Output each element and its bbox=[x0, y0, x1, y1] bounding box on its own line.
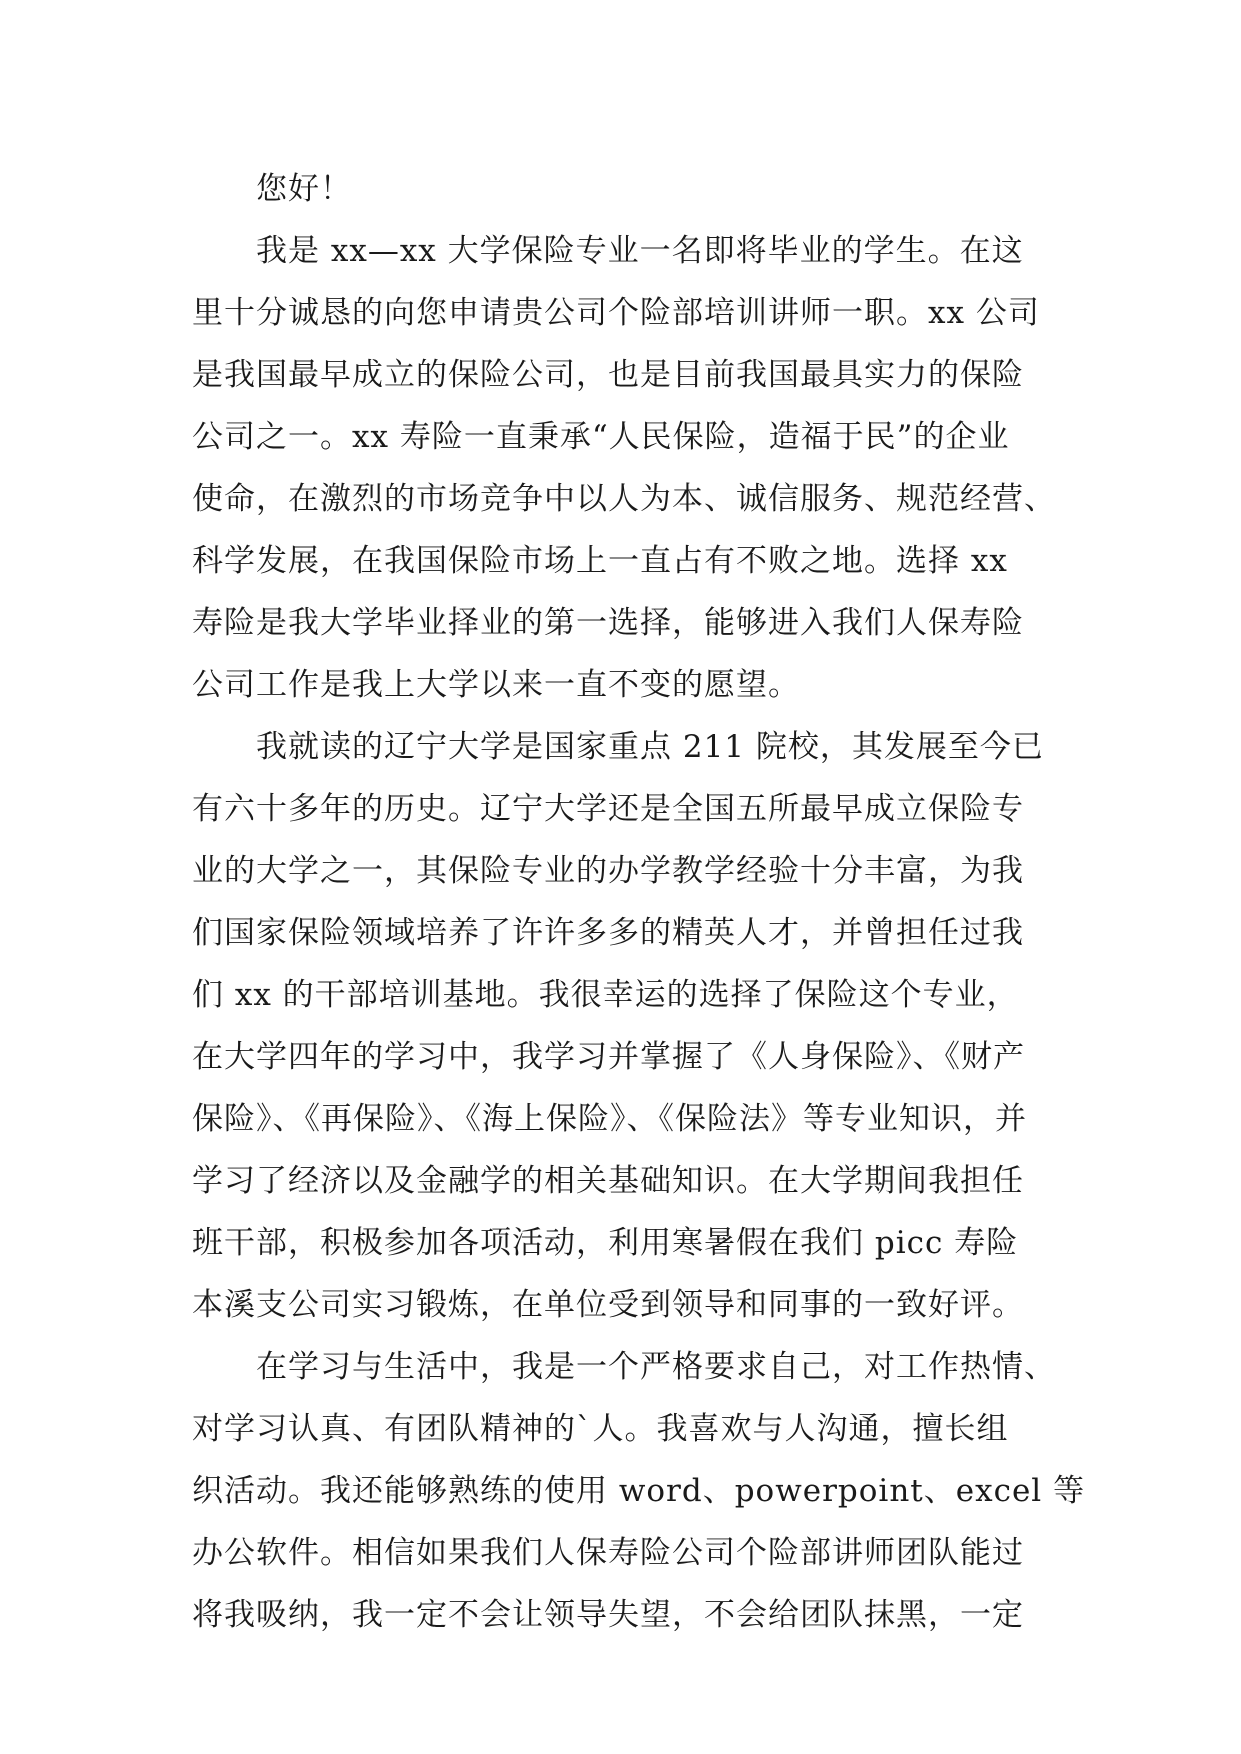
text-line: 我是 xx—xx 大学保险专业一名即将毕业的学生。在这 bbox=[256, 233, 1024, 269]
text-line: 在学习与生活中，我是一个严格要求自己，对工作热情、 bbox=[256, 1349, 1056, 1385]
text-line: 科学发展，在我国保险市场上一直占有不败之地。选择 xx bbox=[192, 543, 1008, 579]
text-line: 使命，在激烈的市场竞争中以人为本、诚信服务、规范经营、 bbox=[192, 481, 1056, 517]
text-line: 是我国最早成立的保险公司，也是目前我国最具实力的保险 bbox=[192, 357, 1024, 393]
text-line: 将我吸纳，我一定不会让领导失望，不会给团队抹黑，一定 bbox=[192, 1597, 1024, 1633]
letter-body bbox=[192, 158, 1086, 1646]
text-line: 寿险是我大学毕业择业的第一选择，能够进入我们人保寿险 bbox=[192, 605, 1024, 641]
text-line: 公司工作是我上大学以来一直不变的愿望。 bbox=[192, 667, 800, 703]
text-line: 在大学四年的学习中，我学习并掌握了《人身保险》、《财产 bbox=[192, 1039, 1025, 1075]
text-line: 学习了经济以及金融学的相关基础知识。在大学期间我担任 bbox=[192, 1163, 1024, 1199]
text-line: 班干部，积极参加各项活动，利用寒暑假在我们 picc 寿险 bbox=[192, 1225, 1019, 1261]
text-line: 公司之一。xx 寿险一直秉承“人民保险，造福于民”的企业 bbox=[192, 419, 1010, 455]
text-line: 本溪支公司实习锻炼，在单位受到领导和同事的一致好评。 bbox=[192, 1287, 1024, 1323]
greeting-line: 您好！ bbox=[256, 171, 352, 207]
text-line: 们 xx 的干部培训基地。我很幸运的选择了保险这个专业， bbox=[192, 977, 1019, 1013]
text-line: 保险》、《再保险》、《海上保险》、《保险法》等专业知识，并 bbox=[192, 1101, 1027, 1137]
text-line: 对学习认真、有团队精神的`人。我喜欢与人沟通，擅长组 bbox=[192, 1411, 1009, 1447]
text-line: 织活动。我还能够熟练的使用 word、powerpoint、excel 等 bbox=[192, 1473, 1086, 1509]
text-line: 里十分诚恳的向您申请贵公司个险部培训讲师一职。xx 公司 bbox=[192, 295, 1040, 331]
text-line: 有六十多年的历史。辽宁大学还是全国五所最早成立保险专 bbox=[192, 791, 1024, 827]
text-line: 办公软件。相信如果我们人保寿险公司个险部讲师团队能过 bbox=[192, 1535, 1024, 1571]
text-line: 们国家保险领域培养了许许多多的精英人才，并曾担任过我 bbox=[192, 915, 1024, 951]
text-line: 业的大学之一，其保险专业的办学教学经验十分丰富，为我 bbox=[192, 853, 1024, 889]
text-line: 我就读的辽宁大学是国家重点 211 院校，其发展至今已 bbox=[256, 729, 1044, 765]
